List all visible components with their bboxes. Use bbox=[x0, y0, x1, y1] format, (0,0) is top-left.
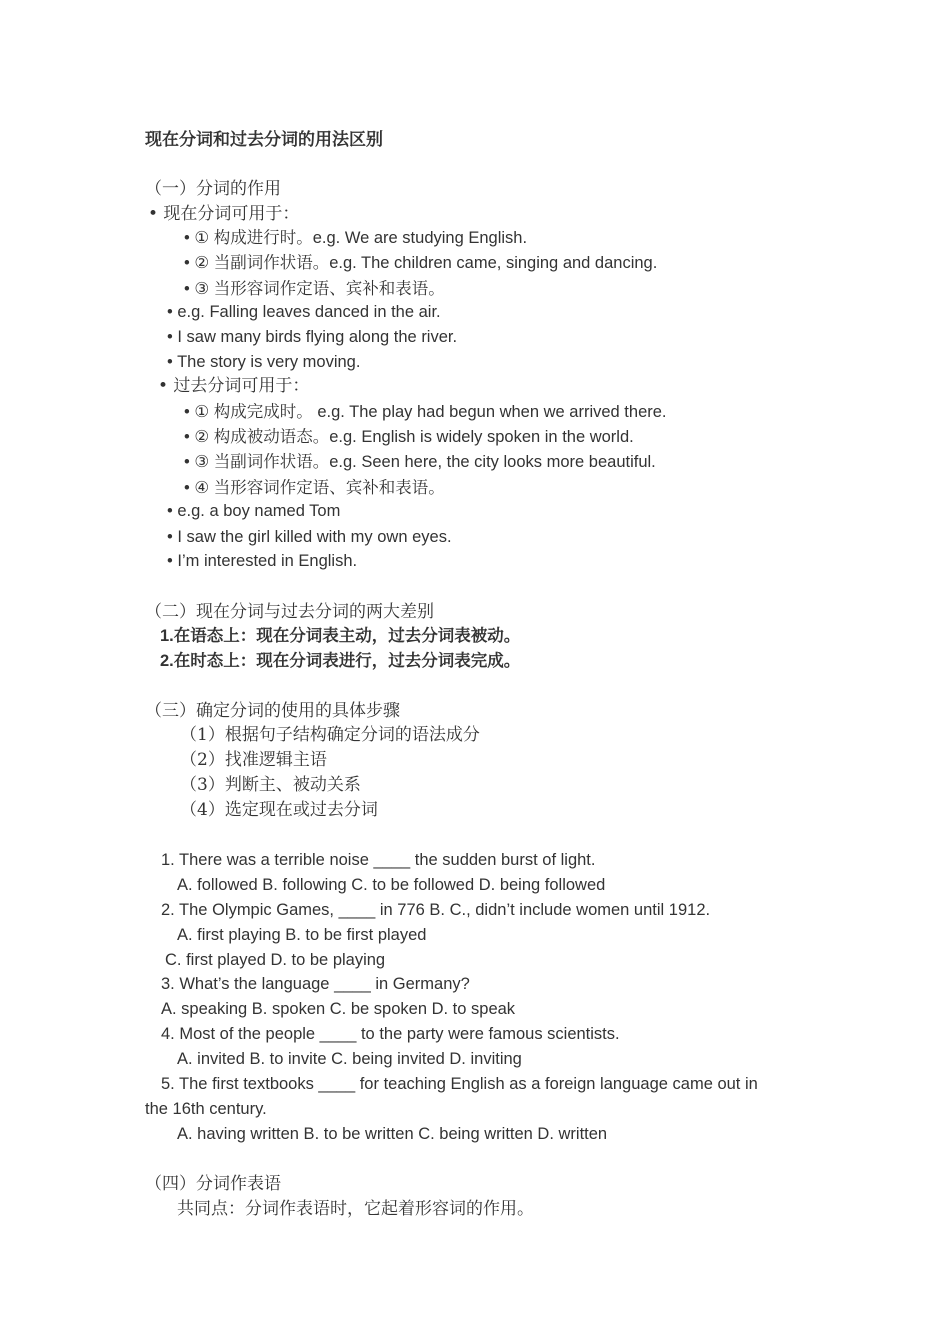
section3-heading: （三）确定分词的使用的具体步骤 bbox=[145, 701, 400, 721]
present-item: • ① 构成进行时。e.g. We are studying English. bbox=[184, 229, 528, 247]
present-example: • The story is very moving. bbox=[167, 353, 361, 371]
exercise-options: A. followed B. following C. to be followed D. being followed bbox=[177, 876, 606, 894]
present-item: • ② 当副词作状语。e.g. The children came, singing and dancing. bbox=[184, 254, 658, 272]
exercise-options: A. having written B. to be written C. being written D. written bbox=[177, 1125, 608, 1143]
exercise-question: 4. Most of the people ____ to the party were famous scientists. bbox=[161, 1025, 620, 1043]
section2-heading: （二）现在分词与过去分词的两大差别 bbox=[145, 602, 434, 622]
past-item: • ② 构成被动语态。e.g. English is widely spoken in the world. bbox=[184, 428, 634, 446]
exercise-options: C. first played D. to be playing bbox=[165, 951, 386, 969]
present-item: • ③ 当形容词作定语、宾补和表语。 bbox=[184, 280, 445, 298]
present-example: • e.g. Falling leaves danced in the air. bbox=[167, 303, 441, 321]
past-item: • ④ 当形容词作定语、宾补和表语。 bbox=[184, 479, 445, 497]
past-participle-intro: • 过去分词可用于： bbox=[158, 376, 310, 396]
step-item: （2）找准逻辑主语 bbox=[180, 750, 327, 770]
exercise-options: A. first playing B. to be first played bbox=[177, 926, 427, 944]
section1-heading: （一）分词的作用 bbox=[145, 179, 281, 199]
exercise-question: 1. There was a terrible noise ____ the sudden burst of light. bbox=[161, 851, 596, 869]
past-example: • I saw the girl killed with my own eyes. bbox=[167, 528, 452, 546]
past-item: • ③ 当副词作状语。e.g. Seen here, the city looks more beautiful. bbox=[184, 453, 656, 471]
step-item: （4）选定现在或过去分词 bbox=[180, 800, 378, 820]
past-example: • I’m interested in English. bbox=[167, 552, 358, 570]
exercise-options: A. invited B. to invite C. being invited D. inviting bbox=[177, 1050, 522, 1068]
exercise-question: 5. The first textbooks ____ for teaching English as a foreign language came out in bbox=[161, 1075, 758, 1093]
step-item: （1）根据句子结构确定分词的语法成分 bbox=[180, 725, 480, 745]
difference-point: 2.在时态上：现在分词表进行，过去分词表完成。 bbox=[160, 652, 521, 670]
step-item: （3）判断主、被动关系 bbox=[180, 775, 361, 795]
exercise-question: 2. The Olympic Games, ____ in 776 B. C., didn’t include women until 1912. bbox=[161, 901, 711, 919]
exercise-options: A. speaking B. spoken C. be spoken D. to speak bbox=[161, 1000, 516, 1018]
exercise-question: 3. What’s the language ____ in Germany? bbox=[161, 975, 470, 993]
exercise-question-cont: the 16th century. bbox=[145, 1100, 267, 1118]
difference-point: 1.在语态上：现在分词表主动，过去分词表被动。 bbox=[160, 627, 521, 645]
past-item: • ① 构成完成时。 e.g. The play had begun when we arrived there. bbox=[184, 403, 667, 421]
present-participle-intro: • 现在分词可用于： bbox=[148, 204, 300, 224]
document-title: 现在分词和过去分词的用法区别 bbox=[145, 130, 383, 150]
past-example: • e.g. a boy named Tom bbox=[167, 502, 341, 520]
section4-heading: （四）分词作表语 bbox=[145, 1174, 281, 1194]
present-example: • I saw many birds flying along the river. bbox=[167, 328, 458, 346]
section4-text: 共同点：分词作表语时，它起着形容词的作用。 bbox=[177, 1199, 534, 1219]
